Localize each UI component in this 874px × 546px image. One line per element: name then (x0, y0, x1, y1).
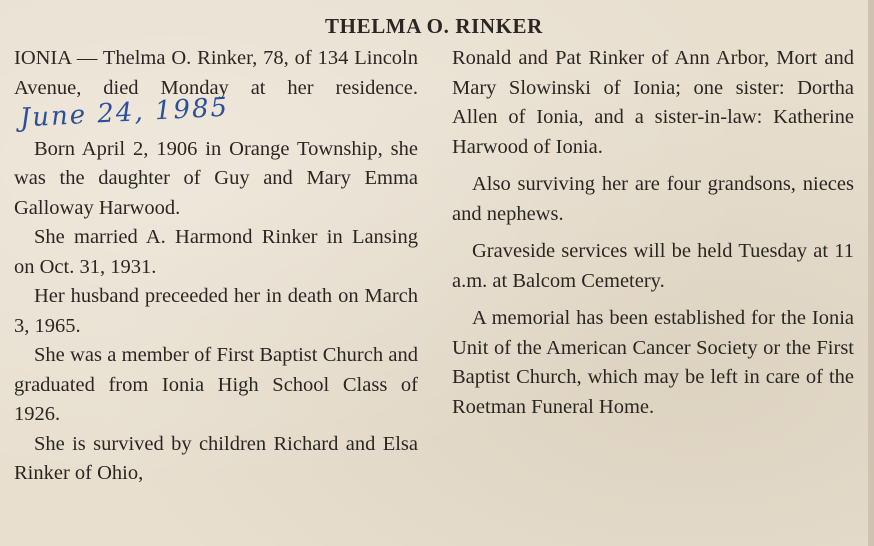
paragraph: Her husband preceeded her in death on March 3, 1965. (14, 285, 418, 337)
paragraph: Born April 2, 1906 in Orange Township, she was the daughter of Guy and Mary Emma Galloway Harwood. (14, 137, 418, 219)
paragraph: Graveside services will be held Tuesday at 11 a.m. at Balcom Cemetery. (452, 240, 854, 292)
paragraph: She is survived by children Richard and Elsa Rinker of Ohio, (14, 432, 418, 484)
right-column (452, 44, 854, 422)
paragraph: She was a member of First Baptist Church and graduated from Ionia High School Class of 1926. (14, 344, 418, 425)
paragraph: She married A. Harmond Rinker in Lansing on Oct. 31, 1931. (14, 226, 418, 278)
left-column (14, 44, 418, 489)
paragraph: Also surviving her are four grandsons, nieces and nephews. (452, 173, 854, 225)
paragraph (14, 44, 418, 135)
handwritten-date: June 24, 1985 (19, 92, 230, 134)
obituary-headline: THELMA O. RINKER (325, 14, 543, 38)
paragraph: A memorial has been established for the Ionia Unit of the American Cancer Society or the First Baptist Church, which may be left in care of the Roetman Funeral Home. (452, 307, 854, 418)
paragraph: Ronald and Pat Rinker of Ann Arbor, Mort and Mary Slowinski of Ionia; one sister: Dortha Allen of Ionia, and a sister-in-law: Katherine Harwood of Ionia. (452, 47, 854, 158)
paragraph-text: IONIA — Thelma O. Rinker, 78, of 134 Lincoln Avenue, died Monday at her residence. (14, 47, 418, 99)
